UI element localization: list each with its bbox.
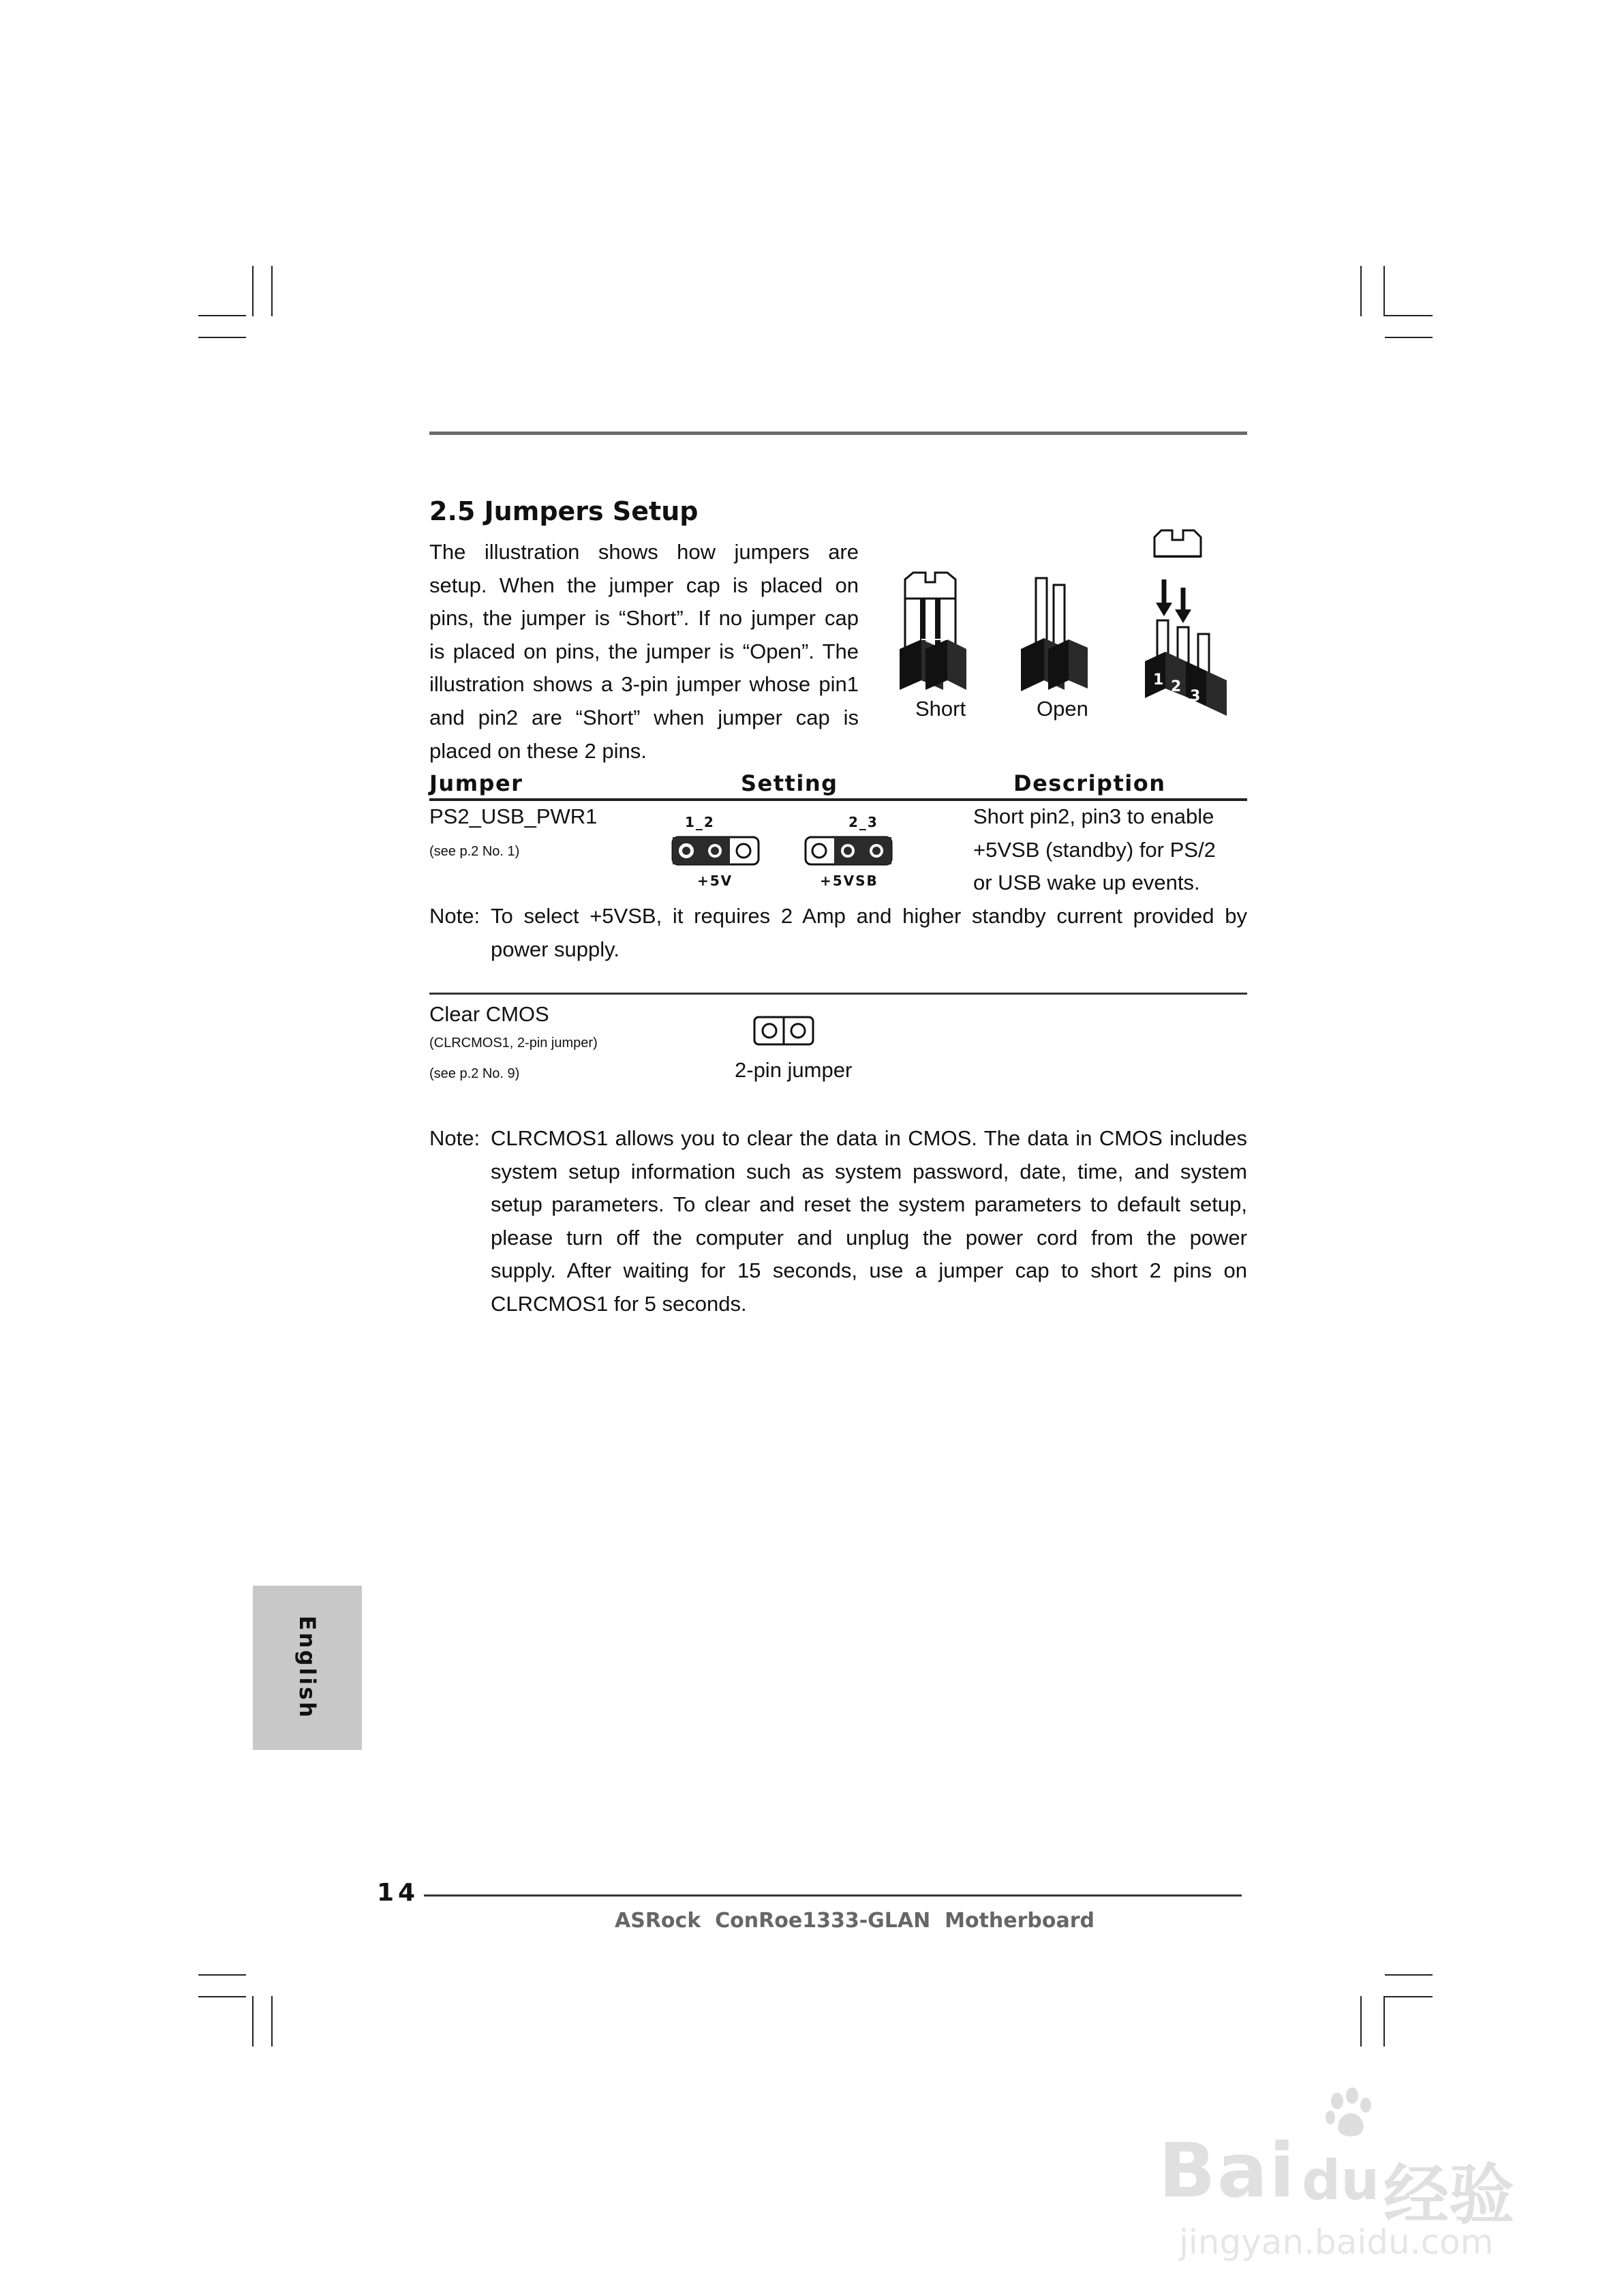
setting-label-2-3: 2_3 <box>848 814 878 830</box>
watermark-url: jingyan.baidu.com <box>1179 2222 1494 2262</box>
intro-line: illustration shows a 3-pin jumper whose pin1 <box>429 672 859 697</box>
two-pin-jumper-diagram <box>753 1014 814 1047</box>
note-text <box>491 900 1247 966</box>
note-line: CLRCMOS1 allows you to clear the data in CMOS. The data in CMOS includes <box>491 1126 1247 1150</box>
description-line: or USB wake up events. <box>973 871 1200 895</box>
crop-mark <box>1385 337 1433 338</box>
intro-line: pins, the jumper is “Short”. If no jumper cap <box>429 606 859 631</box>
note-line: To select +5VSB, it requires 2 Amp and higher standby current provided by <box>491 904 1247 928</box>
language-tab <box>253 1586 362 1750</box>
column-header-description: Description <box>1013 770 1166 796</box>
intro-line: The illustration shows how jumpers are <box>429 540 859 564</box>
baidu-watermark <box>1159 2086 1540 2263</box>
note-line: supply. After waiting for 15 seconds, use a jumper cap to short 2 pins on <box>491 1258 1247 1283</box>
row-description <box>973 800 1216 900</box>
table-row-rule <box>429 993 1247 995</box>
crop-mark <box>252 1996 254 2046</box>
footer-rule <box>424 1894 1242 1897</box>
note-label: Note: <box>429 904 480 928</box>
intro-line: placed on these 2 pins. <box>429 738 647 763</box>
note-text <box>491 1122 1247 1321</box>
section-title: 2.5 Jumpers Setup <box>429 496 699 526</box>
jumper-subtitle: (CLRCMOS1, 2-pin jumper) <box>429 1036 598 1051</box>
jumper-2-3-diagram <box>804 834 893 867</box>
watermark-brand-2: du <box>1302 2149 1380 2212</box>
intro-line: setup. When the jumper cap is placed on <box>429 573 859 597</box>
intro-line: is placed on pins, the jumper is “Open”. The <box>429 639 859 663</box>
language-tab-label: English <box>294 1615 320 1720</box>
page-reference: (see p.2 No. 9) <box>429 1066 520 1081</box>
crop-mark <box>271 266 273 316</box>
crop-mark <box>198 1996 246 1997</box>
intro-line: and pin2 are “Short” when jumper cap is <box>429 705 859 729</box>
crop-mark <box>252 266 254 316</box>
crop-mark <box>1385 315 1433 316</box>
crop-mark <box>1360 266 1362 316</box>
intro-paragraph <box>429 536 859 768</box>
crop-mark <box>1360 1996 1362 2046</box>
crop-mark <box>198 337 246 338</box>
column-header-jumper: Jumper <box>429 770 523 796</box>
crop-mark <box>1385 1996 1433 1997</box>
note-label: Note: <box>429 1126 480 1150</box>
crop-mark <box>198 315 246 316</box>
setting-label-1-2: 1_2 <box>685 814 715 830</box>
note-line: please turn off the computer and unplug the power cord from the power <box>491 1225 1247 1250</box>
page-reference: (see p.2 No. 1) <box>429 844 520 859</box>
note-line: CLRCMOS1 for 5 seconds. <box>491 1291 747 1316</box>
description-line: Short pin2, pin3 to enable <box>973 804 1214 828</box>
note-line: setup parameters. To clear and reset the system parameters to default setup, <box>491 1192 1247 1217</box>
watermark-brand: Bai <box>1159 2127 1296 2214</box>
setting-label-5vsb: +5VSB <box>820 873 878 889</box>
jumper-name: Clear CMOS <box>429 1002 549 1026</box>
note-line: power supply. <box>491 937 619 961</box>
description-line: +5VSB (standby) for PS/2 <box>973 837 1216 862</box>
pin-number: 2 <box>1171 678 1182 695</box>
watermark-cn: 经验 <box>1383 2157 1514 2233</box>
setting-label-2-pin: 2-pin jumper <box>735 1058 853 1082</box>
page-number: 14 <box>377 1879 420 1907</box>
jumper-name: PS2_USB_PWR1 <box>429 804 598 828</box>
paw-icon <box>1322 2086 1377 2141</box>
open-label: Open <box>1037 697 1088 721</box>
jumper-1-2-diagram <box>671 834 760 867</box>
crop-mark <box>271 1996 273 2046</box>
header-rule <box>429 432 1247 435</box>
crop-mark <box>1383 1996 1385 2046</box>
short-label: Short <box>915 697 966 721</box>
three-pin-jumper-icon <box>1145 530 1227 716</box>
footer-text: ASRock ConRoe1333-GLAN Motherboard <box>615 1909 1095 1933</box>
open-jumper-icon <box>1021 578 1088 691</box>
crop-mark <box>198 1974 246 1976</box>
setting-label-5v: +5V <box>697 873 733 889</box>
pin-number: 3 <box>1190 688 1201 705</box>
note-line: system setup information such as system password, date, time, and system <box>491 1159 1247 1183</box>
crop-mark <box>1385 1974 1433 1976</box>
pin-number: 1 <box>1153 671 1164 689</box>
crop-mark <box>1383 266 1385 316</box>
column-header-setting: Setting <box>741 770 838 796</box>
short-jumper-icon <box>900 573 966 690</box>
